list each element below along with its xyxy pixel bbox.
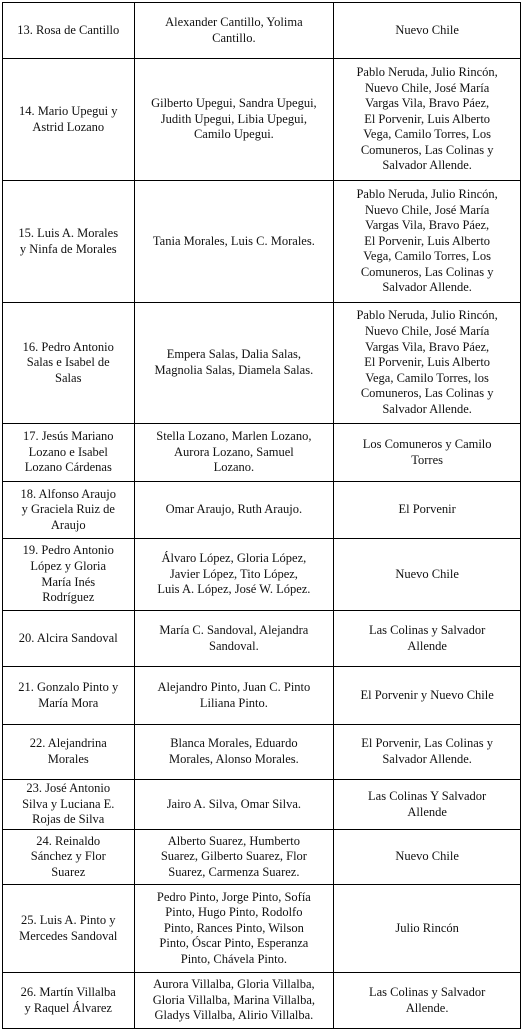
cell-line: Nuevo Chile: [395, 22, 459, 37]
cell-line: Pinto, Óscar Pinto, Esperanza: [159, 936, 309, 951]
cell-line: Salas: [55, 370, 82, 385]
cell-line: Gloria Villalba, Marina Villalba,: [152, 992, 315, 1007]
cell-line: El Porvenir, Las Colinas y: [361, 736, 494, 751]
table-row: [3, 3, 521, 59]
family-cell: [3, 181, 135, 303]
cell-line: 16. Pedro Antonio: [22, 339, 114, 354]
cell-line: y Graciela Ruiz de: [21, 502, 115, 517]
table-row: [3, 59, 521, 181]
cell-line: Alexander Cantillo, Yolima: [165, 14, 303, 29]
members-cell: [134, 303, 334, 424]
cell-line: Cantillo.: [212, 30, 256, 45]
cell-line: Aurora Villalba, Gloria Villalba,: [153, 977, 315, 992]
neighborhoods-cell: [334, 181, 521, 303]
cell-line: 15. Luis A. Morales: [18, 225, 119, 240]
family-cell: [3, 830, 135, 885]
members-cell: [134, 424, 334, 482]
cell-line: Allende: [407, 804, 447, 819]
cell-line: Las Colinas Y Salvador: [368, 788, 487, 803]
cell-line: Suarez, Gilberto Suarez, Flor: [160, 849, 307, 864]
neighborhoods-cell: [334, 303, 521, 424]
table-row: [3, 725, 521, 780]
cell-line: Vargas Vila, Bravo Páez,: [365, 218, 490, 233]
cell-line: Rojas de Silva: [32, 812, 105, 827]
table-row: [3, 424, 521, 482]
cell-line: Salvador Allende.: [382, 158, 472, 173]
cell-line: Allende: [407, 638, 447, 653]
cell-line: Los Comuneros y Camilo: [362, 436, 492, 451]
cell-line: Allende.: [405, 1000, 449, 1015]
cell-line: 22. Alejandrina: [29, 736, 107, 751]
neighborhoods-cell: [334, 59, 521, 181]
cell-line: El Porvenir, Luis Alberto: [364, 111, 491, 126]
neighborhoods-cell: [334, 424, 521, 482]
cell-line: Nuevo Chile: [395, 849, 459, 864]
cell-line: Tania Morales, Luis C. Morales.: [152, 233, 315, 248]
cell-line: El Porvenir, Luis Alberto: [364, 233, 491, 248]
cell-line: Nuevo Chile, José María: [364, 324, 490, 339]
members-cell: [134, 885, 334, 973]
cell-line: Magnolia Salas, Diamela Salas.: [154, 363, 314, 377]
cell-line: Lozano e Isabel: [28, 444, 108, 459]
cell-line: Araujo: [50, 517, 86, 532]
members-cell: [134, 830, 334, 885]
cell-line: Omar Araujo, Ruth Araujo.: [165, 502, 303, 517]
family-cell: [3, 885, 135, 973]
cell-line: Suarez: [51, 864, 86, 879]
cell-line: María Mora: [38, 695, 99, 710]
cell-line: Comuneros, Las Colinas y: [360, 386, 494, 401]
table-row: [3, 181, 521, 303]
cell-line: Vargas Vila, Bravo Páez,: [365, 339, 490, 354]
family-cell: [3, 424, 135, 482]
table-row: [3, 885, 521, 973]
members-cell: [134, 667, 334, 725]
cell-line: Blanca Morales, Eduardo: [170, 736, 298, 751]
cell-line: Torres: [411, 452, 444, 467]
cell-line: Lozano.: [213, 460, 255, 475]
table-row: [3, 667, 521, 725]
cell-line: Javier López, Tito López,: [169, 566, 298, 581]
cell-line: Vega, Camilo Torres, Los: [363, 249, 491, 264]
cell-line: María C. Sandoval, Alejandra: [159, 622, 309, 637]
cell-line: Pinto, Chávela Pinto.: [180, 951, 287, 966]
family-cell: [3, 482, 135, 539]
family-cell: [3, 780, 135, 830]
table-row: [3, 611, 521, 667]
cell-line: El Porvenir: [398, 502, 456, 517]
neighborhoods-cell: [334, 885, 521, 973]
members-cell: [134, 780, 334, 830]
neighborhoods-cell: [334, 725, 521, 780]
cell-line: Álvaro López, Gloria López,: [161, 551, 307, 566]
family-cell: [3, 539, 135, 611]
table-row: [3, 973, 521, 1029]
cell-line: Salvador Allende.: [382, 401, 472, 416]
neighborhoods-cell: [334, 482, 521, 539]
cell-line: Comuneros, Las Colinas y: [360, 264, 494, 279]
members-cell: [134, 59, 334, 181]
members-cell: [134, 3, 334, 59]
cell-line: 18. Alfonso Araujo: [20, 486, 116, 501]
members-cell: [134, 611, 334, 667]
cell-line: y Raquel Álvarez: [24, 1000, 112, 1015]
cell-line: Pablo Neruda, Julio Rincón,: [356, 64, 498, 79]
cell-line: Las Colinas y Salvador: [368, 622, 486, 637]
cell-line: Morales, Alonso Morales.: [168, 752, 299, 766]
cell-line: Pedro Pinto, Jorge Pinto, Sofía: [156, 889, 311, 904]
table-row: [3, 482, 521, 539]
cell-line: Luis A. López, José W. López.: [157, 582, 311, 597]
cell-line: Vega, Camilo Torres, Los: [363, 127, 491, 142]
cell-line: 21. Gonzalo Pinto y: [18, 679, 119, 694]
table-row: [3, 780, 521, 830]
cell-line: 24. Reinaldo: [36, 833, 101, 848]
cell-line: Vargas Vila, Bravo Páez,: [365, 96, 490, 111]
cell-line: 17. Jesús Mariano: [22, 429, 114, 444]
members-cell: [134, 725, 334, 780]
cell-line: Pinto, Hugo Pinto, Rodolfo: [165, 905, 303, 920]
table-row: [3, 830, 521, 885]
cell-line: Empera Salas, Dalia Salas,: [166, 347, 302, 362]
family-cell: [3, 725, 135, 780]
family-cell: [3, 611, 135, 667]
cell-line: Salvador Allende.: [382, 752, 472, 766]
cell-line: 14. Mario Upegui y: [18, 103, 118, 118]
cell-line: Mercedes Sandoval: [19, 928, 118, 943]
family-cell: [3, 3, 135, 59]
families-table: [2, 2, 521, 1029]
cell-line: Sandoval.: [209, 638, 259, 653]
family-cell: [3, 667, 135, 725]
cell-line: Pinto, Rances Pinto, Wilson: [163, 920, 304, 935]
cell-line: Pablo Neruda, Julio Rincón,: [356, 308, 498, 323]
neighborhoods-cell: [334, 3, 521, 59]
cell-line: Morales: [47, 752, 89, 766]
family-cell: [3, 973, 135, 1029]
cell-line: Salvador Allende.: [382, 280, 472, 295]
cell-line: Jairo A. Silva, Omar Silva.: [166, 796, 302, 811]
cell-line: María Inés: [41, 574, 96, 589]
cell-line: Lozano Cárdenas: [24, 460, 112, 475]
cell-line: 13. Rosa de Cantillo: [17, 22, 120, 37]
cell-line: Aurora Lozano, Samuel: [174, 444, 294, 459]
cell-line: 19. Pedro Antonio: [22, 543, 114, 558]
cell-line: El Porvenir, Luis Alberto: [364, 355, 491, 370]
cell-line: López y Gloria: [30, 558, 107, 573]
cell-line: Gladys Villalba, Alirio Villalba.: [154, 1008, 314, 1023]
cell-line: Sánchez y Flor: [30, 849, 106, 864]
cell-line: y Ninfa de Morales: [19, 241, 117, 256]
cell-line: Camilo Upegui.: [193, 127, 274, 142]
cell-line: Nuevo Chile, José María: [364, 80, 490, 95]
members-cell: [134, 973, 334, 1029]
members-cell: [134, 181, 334, 303]
cell-line: El Porvenir y Nuevo Chile: [360, 687, 494, 702]
cell-line: Nuevo Chile: [395, 566, 459, 581]
cell-line: 23. José Antonio: [26, 781, 111, 796]
neighborhoods-cell: [334, 973, 521, 1029]
cell-line: 26. Martín Villalba: [20, 984, 116, 999]
cell-line: Suarez, Carmenza Suarez.: [168, 864, 300, 879]
cell-line: Gilberto Upegui, Sandra Upegui,: [151, 96, 317, 111]
cell-line: Nuevo Chile, José María: [364, 202, 490, 217]
cell-line: Alberto Suarez, Humberto: [167, 833, 301, 848]
cell-line: Rodríguez: [42, 590, 95, 605]
neighborhoods-cell: [334, 667, 521, 725]
cell-line: Julio Rincón: [395, 920, 459, 935]
cell-line: Judith Upegui, Libia Upegui,: [160, 111, 307, 126]
table-body: [3, 3, 521, 1029]
cell-line: Liliana Pinto.: [199, 695, 268, 710]
cell-line: Silva y Luciana E.: [22, 796, 115, 811]
cell-line: Salas e Isabel de: [26, 355, 110, 370]
members-cell: [134, 539, 334, 611]
cell-line: Pablo Neruda, Julio Rincón,: [356, 186, 498, 201]
table-row: [3, 303, 521, 424]
neighborhoods-cell: [334, 830, 521, 885]
table-row: [3, 539, 521, 611]
members-cell: [134, 482, 334, 539]
cell-line: Alejandro Pinto, Juan C. Pinto: [157, 679, 311, 694]
family-cell: [3, 303, 135, 424]
cell-line: 20. Alcira Sandoval: [18, 630, 118, 645]
cell-line: 25. Luis A. Pinto y: [21, 912, 116, 927]
family-cell: [3, 59, 135, 181]
cell-line: Las Colinas y Salvador: [368, 984, 486, 999]
neighborhoods-cell: [334, 780, 521, 830]
cell-line: Stella Lozano, Marlen Lozano,: [156, 429, 312, 444]
cell-line: Vega, Camilo Torres, los: [365, 370, 489, 385]
cell-line: Astrid Lozano: [32, 119, 105, 134]
cell-line: Comuneros, Las Colinas y: [360, 142, 494, 157]
neighborhoods-cell: [334, 611, 521, 667]
neighborhoods-cell: [334, 539, 521, 611]
